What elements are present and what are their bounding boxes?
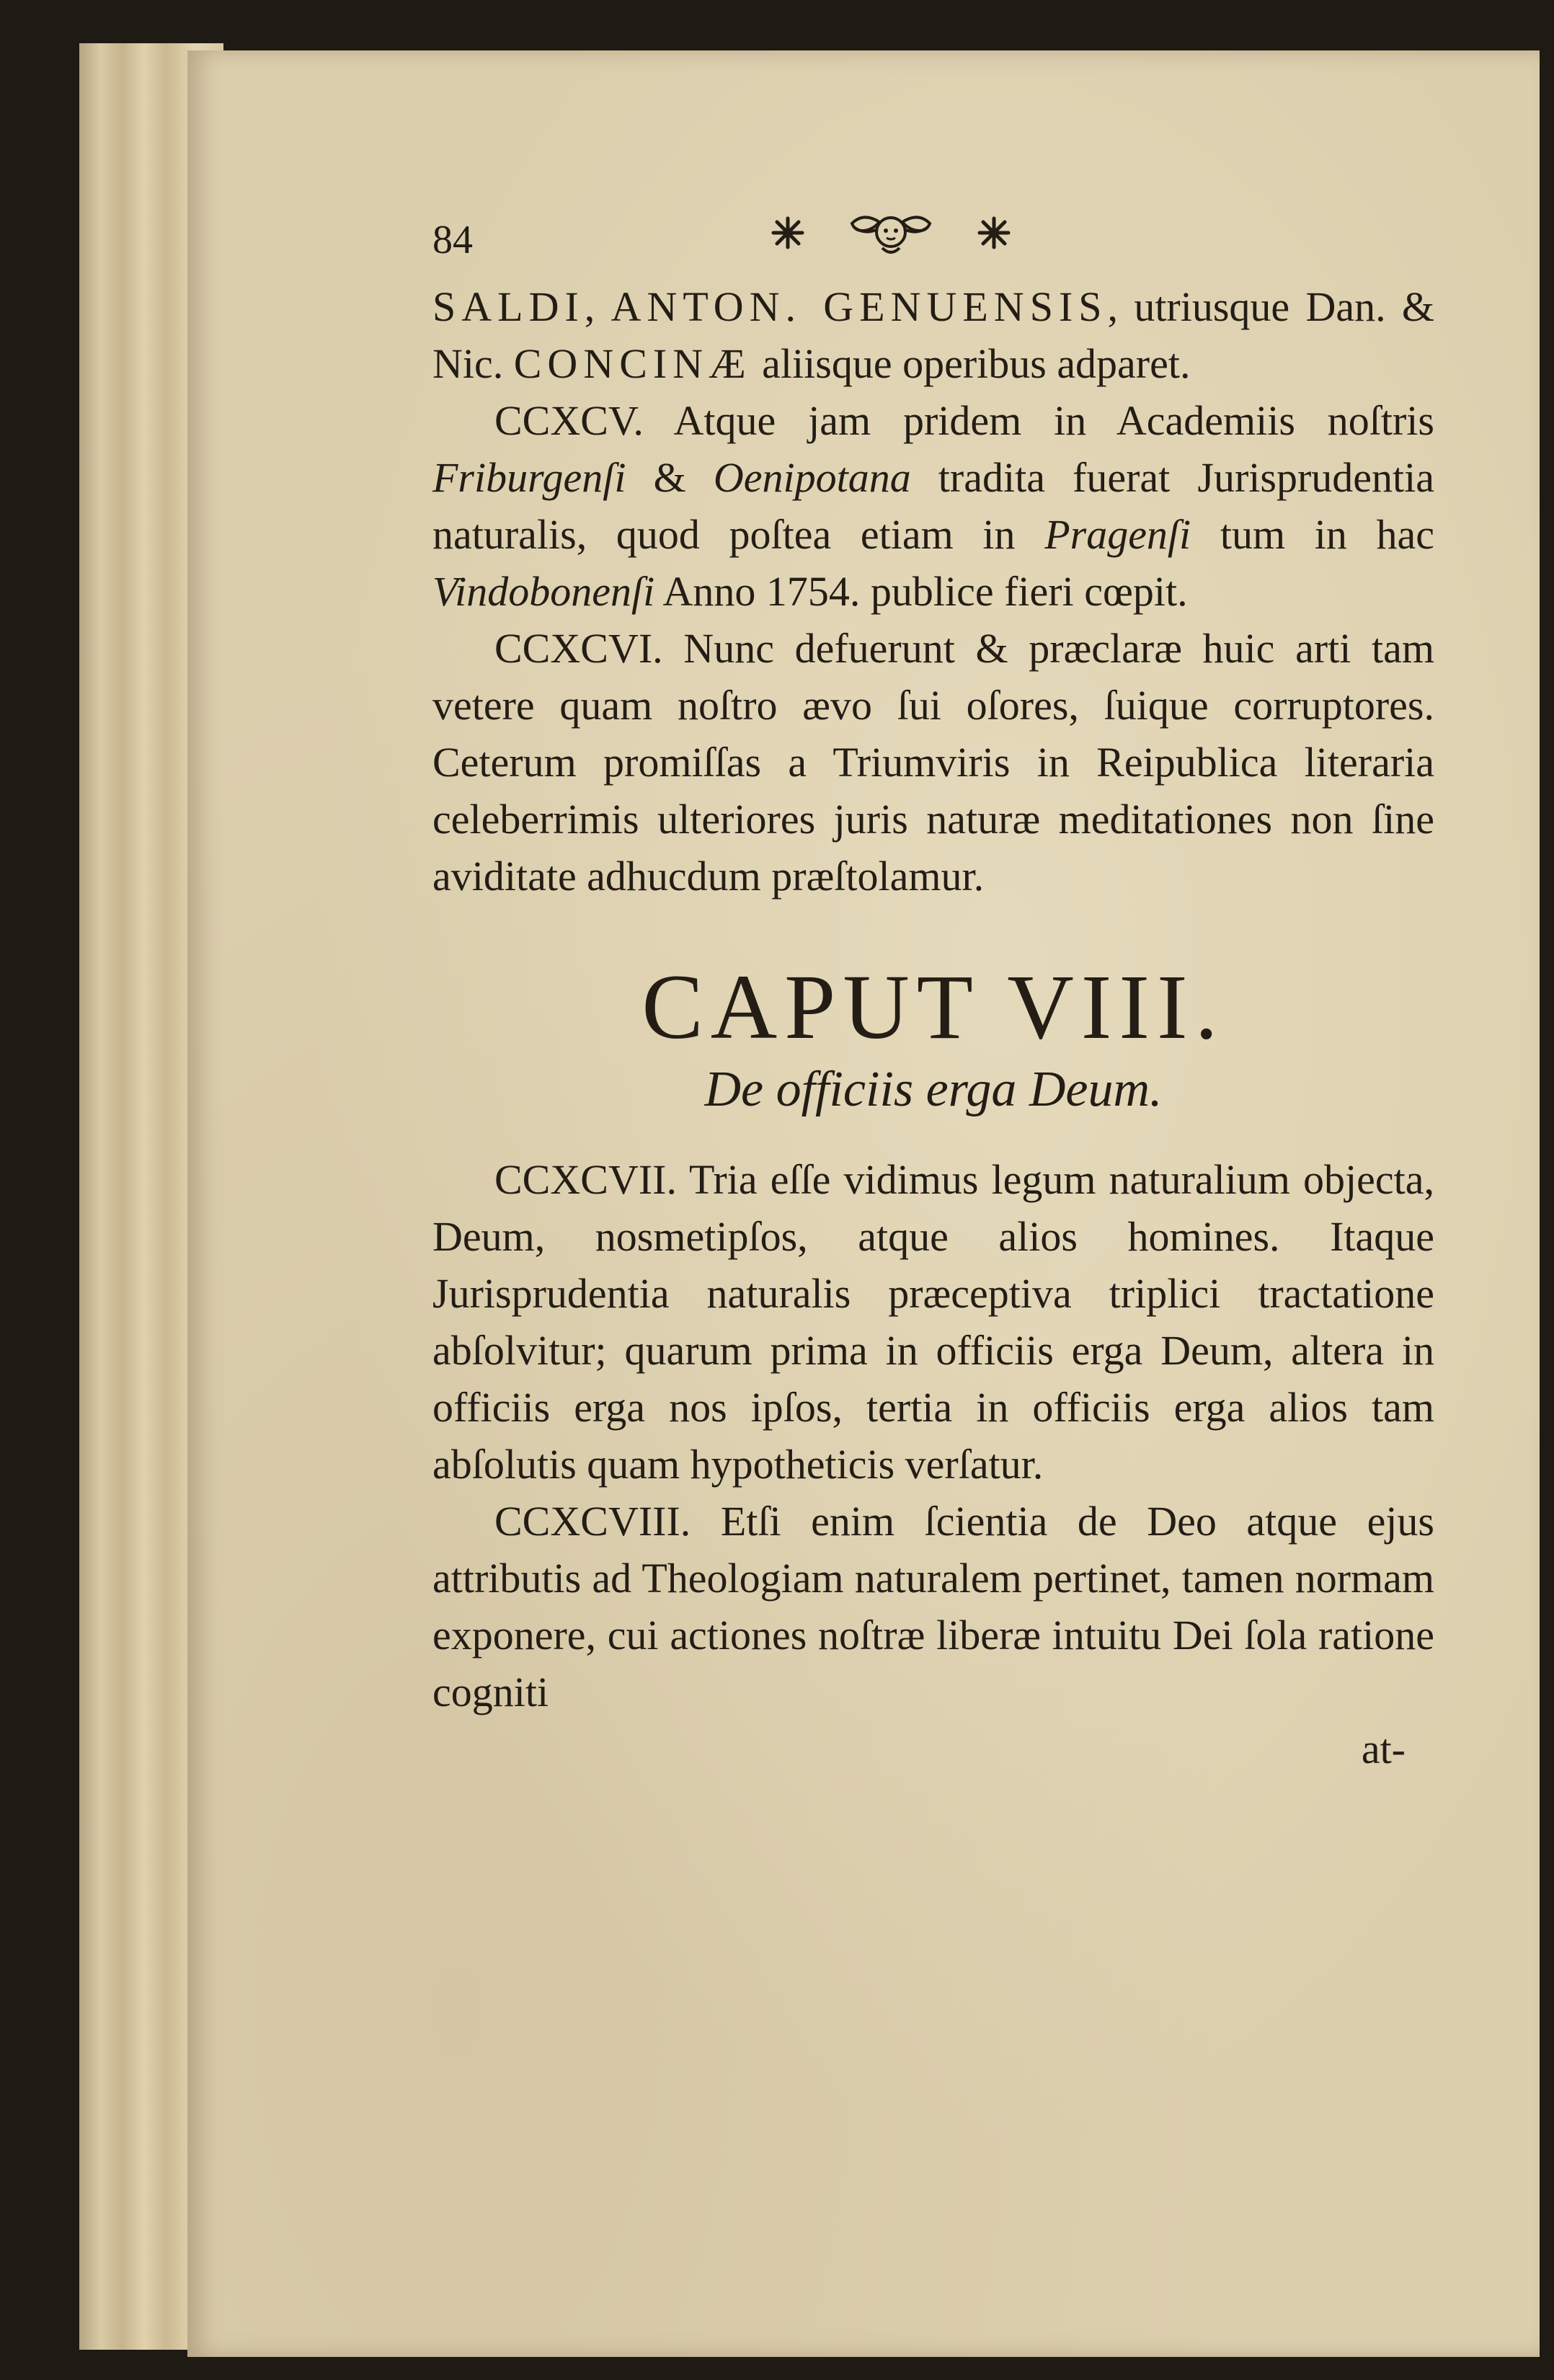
- text-run: aliisque operibus adparet.: [751, 340, 1191, 387]
- italic-run: Pragenſi: [1044, 511, 1191, 558]
- chapter-subtitle: De officiis erga Deum.: [704, 1062, 1163, 1117]
- page-header: [432, 209, 1434, 274]
- header-ornament: [771, 209, 1011, 257]
- catchword: at-: [1361, 1726, 1406, 1772]
- cherub-ornament-icon: [848, 209, 934, 257]
- text-run: , utriusque Dan. & Nic.: [432, 283, 1435, 387]
- paragraph-ccxcvii: CCXCVII. Tria eſſe vidimus legum naturalium objecta, Deum, nosmetipſos, atque alios homines. Itaque Jurisprudentia naturalis præceptiva triplici tractatione abſolvitur; quarum prima in officiis erga Deum, altera in officiis erga nos ipſos, tertia in officiis erga alios tam abſolutis quam hypotheticis verſatur.: [432, 1156, 1434, 1488]
- chapter-title: CAPUT VIII.: [641, 956, 1225, 1058]
- paragraph-ccxcv: [432, 392, 1434, 620]
- author-name-saldi: SALDI: [432, 283, 585, 330]
- text-run: tradita fuerat Jurisprudentia naturalis, quod poſtea etiam in: [432, 454, 1434, 558]
- text-run: ,: [584, 283, 611, 330]
- asterisk-ornament-icon: [977, 216, 1011, 249]
- page-number: 84: [432, 218, 473, 262]
- author-name-concinae: CONCINÆ: [513, 340, 752, 387]
- text-run: CCXCV. Atque jam pridem in Academiis noſtris: [494, 397, 1434, 444]
- text-block: [432, 209, 1434, 1777]
- text-run: &: [626, 454, 714, 501]
- author-name-genuensis: ANTON. GENUENSIS: [610, 283, 1108, 330]
- text-run: Anno 1754. publice fieri cœpit.: [654, 568, 1188, 615]
- paragraph-ccxcviii: CCXCVIII. Etſi enim ſcientia de Deo atque ejus attributis ad Theologiam naturalem pertinet, tamen normam exponere, cui actiones noſtræ liberæ intuitu Dei ſola ratione cogniti: [432, 1498, 1434, 1715]
- text-run: tum in hac: [1191, 511, 1434, 558]
- italic-run: Oenipotana: [713, 454, 911, 501]
- top-paragraph: [432, 278, 1434, 392]
- italic-run: Friburgenſi: [432, 454, 626, 501]
- asterisk-ornament-icon: [771, 216, 804, 249]
- paragraph-ccxcvi: CCXCVI. Nunc defuerunt & præclaræ huic arti tam vetere quam noſtro ævo ſui oſores, ſuique corruptores. Ceterum promiſſas a Triumviris in Reipublica literaria celeberrimis ulteriores juris naturæ meditationes non ſine aviditate adhucdum præſtolamur.: [432, 625, 1434, 900]
- italic-run: Vindobonenſi: [432, 568, 655, 615]
